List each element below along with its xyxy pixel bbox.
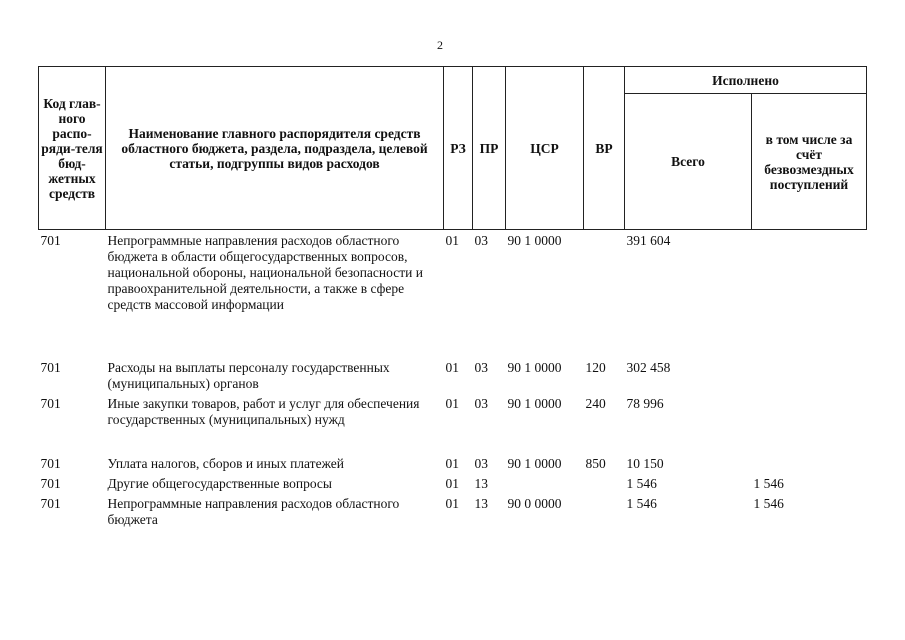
cell-vr — [584, 496, 625, 530]
table-row — [39, 360, 867, 396]
cell-pr: 13 — [474, 496, 488, 511]
cell-rz: 01 — [445, 456, 459, 471]
cell-vr: 240 — [585, 396, 606, 411]
cell-free-receipts: 1 546 — [753, 476, 784, 491]
cell-pr: 03 — [474, 360, 488, 375]
cell-csr: 90 1 0000 — [507, 360, 562, 375]
cell-name: Уплата налогов, сборов и иных платежей — [107, 456, 344, 471]
header-pr: ПР — [473, 67, 506, 230]
table-row — [39, 456, 867, 476]
budget-table — [38, 66, 867, 530]
cell-rz: 01 — [445, 233, 459, 248]
cell-free-receipts — [752, 456, 867, 476]
table-row — [39, 230, 867, 361]
cell-free-receipts — [752, 230, 867, 361]
cell-free-receipts — [752, 396, 867, 456]
cell-csr: 90 1 0000 — [507, 233, 562, 248]
cell-vr — [584, 476, 625, 496]
cell-rz: 01 — [445, 360, 459, 375]
header-code: Код глав-ного распо-ряди-теля бюд-жетных средств — [39, 67, 106, 230]
header-total: Всего — [625, 94, 752, 230]
cell-csr: 90 1 0000 — [507, 456, 562, 471]
cell-name: Расходы на выплаты персоналу государственных (муниципальных) органов — [107, 360, 390, 391]
cell-code: 701 — [40, 233, 61, 248]
cell-code: 701 — [40, 396, 61, 411]
cell-csr: 90 1 0000 — [507, 396, 562, 411]
cell-code: 701 — [40, 456, 61, 471]
cell-pr: 03 — [474, 396, 488, 411]
cell-pr: 03 — [474, 233, 488, 248]
cell-csr: 90 0 0000 — [507, 496, 562, 511]
cell-name: Непрограммные направления расходов областного бюджета в области общегосударственных вопросов, национальной обороны, национальной безопасности и правоохранительной деятельности, а также в сфере средств массовой информации — [107, 233, 423, 312]
cell-name: Непрограммные направления расходов областного бюджета — [107, 496, 400, 527]
cell-name: Другие общегосударственные вопросы — [107, 476, 332, 491]
header-free-receipts: в том числе за счёт безвозмездных поступлений — [752, 94, 867, 230]
cell-rz: 01 — [445, 496, 459, 511]
table-body — [39, 230, 867, 531]
cell-total: 391 604 — [626, 233, 671, 248]
table-row — [39, 396, 867, 456]
cell-rz: 01 — [445, 396, 459, 411]
header-name: Наименование главного распорядителя средств областного бюджета, раздела, подраздела, целевой статьи, подгруппы видов расходов — [106, 67, 444, 230]
cell-vr — [584, 230, 625, 361]
cell-code: 701 — [40, 496, 61, 511]
cell-code: 701 — [40, 360, 61, 375]
cell-total: 1 546 — [626, 496, 657, 511]
table-row — [39, 496, 867, 530]
cell-csr — [506, 476, 584, 496]
cell-total: 1 546 — [626, 476, 657, 491]
page-number: 2 — [437, 38, 443, 52]
cell-total: 10 150 — [626, 456, 664, 471]
header-vr: ВР — [584, 67, 625, 230]
cell-code: 701 — [40, 476, 61, 491]
cell-total: 78 996 — [626, 396, 664, 411]
header-csr: ЦСР — [506, 67, 584, 230]
header-rz: РЗ — [444, 67, 473, 230]
cell-free-receipts: 1 546 — [753, 496, 784, 511]
table-row — [39, 476, 867, 496]
cell-rz: 01 — [445, 476, 459, 491]
cell-pr: 13 — [474, 476, 488, 491]
header-executed: Исполнено — [625, 67, 867, 94]
table-header — [39, 67, 867, 230]
cell-name: Иные закупки товаров, работ и услуг для обеспечения государственных (муниципальных) нужд — [107, 396, 420, 427]
cell-free-receipts — [752, 360, 867, 396]
cell-vr: 850 — [585, 456, 606, 471]
cell-total: 302 458 — [626, 360, 671, 375]
cell-pr: 03 — [474, 456, 488, 471]
cell-vr: 120 — [585, 360, 606, 375]
